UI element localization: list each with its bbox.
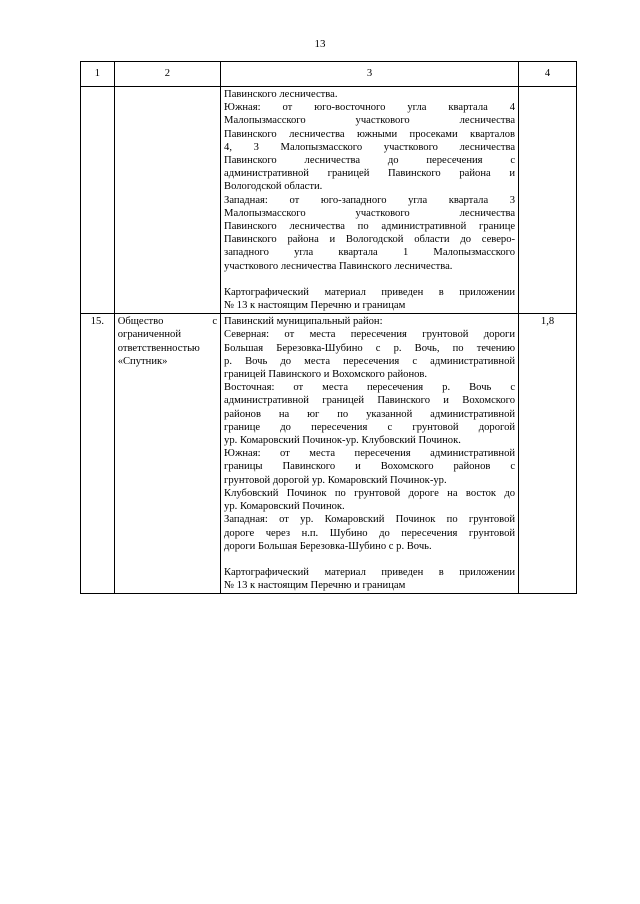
text-line: дороге через н.п. Шубино до пересечения грунтовой xyxy=(224,527,516,539)
text-line: Павинского лесничества по административной границе xyxy=(224,221,516,233)
text-line: Общество с xyxy=(117,316,218,328)
text-line: административной границей Павинского района и xyxy=(224,168,516,180)
header-col-3: 3 xyxy=(221,62,519,87)
area-value: 1,8 xyxy=(519,314,577,594)
text-line: Павинского лесничества южными просеками кварталов xyxy=(224,128,516,140)
text-line: Павинского района и Вологодской области до северо- xyxy=(224,234,516,246)
organization-name xyxy=(114,87,220,314)
text-line: Северная: от места пересечения грунтовой дороги xyxy=(224,329,516,341)
text-line: Картографический материал приведен в приложении xyxy=(224,566,516,578)
text-line: Малопызмасского участкового лесничества xyxy=(224,115,516,127)
text-line: ур. Комаровский Починок-ур. Клубовский Починок. xyxy=(224,435,461,447)
text-line: Южная: от юго-восточного угла квартала 4 xyxy=(224,102,516,114)
boundary-description-lines xyxy=(224,315,515,592)
area-value xyxy=(519,87,577,314)
organization-name-lines xyxy=(118,315,217,368)
organization-name xyxy=(114,314,220,594)
table-row-15 xyxy=(81,314,577,594)
text-line: № 13 к настоящим Перечню и границам xyxy=(224,580,406,592)
row-number xyxy=(81,87,115,314)
text-line: Павинский муниципальный район: xyxy=(224,316,383,328)
text-line: участкового лесничества Павинского лесничества. xyxy=(224,260,453,272)
boundary-description xyxy=(221,87,519,314)
text-line: Павинского лесничества до пересечения с xyxy=(224,155,516,167)
text-line: Малопызмасского участкового лесничества xyxy=(224,207,516,219)
text-line: Западная: от юго-западного угла квартала 3 xyxy=(224,194,516,206)
table-header-row xyxy=(81,62,577,87)
text-line: № 13 к настоящим Перечню и границам xyxy=(224,300,406,312)
text-line: западного угла квартала 1 Малопызмасского xyxy=(224,247,516,259)
text-line: р. Вочь до места пересечения с административной xyxy=(224,355,516,367)
text-line: Восточная: от места пересечения р. Вочь с xyxy=(224,382,516,394)
paragraph-gap xyxy=(224,553,515,566)
text-line: Павинского лесничества. xyxy=(224,89,338,100)
header-col-1: 1 xyxy=(81,62,115,87)
text-line: административной границей Павинского и Вохомского xyxy=(224,395,516,407)
paragraph-gap xyxy=(224,273,515,286)
row-number: 15. xyxy=(81,314,115,594)
text-line: Западная: от ур. Комаровский Починок по грунтовой xyxy=(224,514,516,526)
text-line: ур. Комаровский Починок. xyxy=(224,501,345,513)
boundary-description-lines xyxy=(224,88,515,312)
text-line: грунтовой дорогой ур. Комаровский Починок-ур. xyxy=(224,474,447,486)
text-line: Картографический материал приведен в приложении xyxy=(224,286,516,298)
text-line: Клубовский Починок по грунтовой дороге на восток до xyxy=(224,487,516,499)
text-line: районов на юг по указанной административной xyxy=(224,408,516,420)
text-line: границей Павинского и Вохомского районов. xyxy=(224,369,428,381)
text-line: Вологодской области. xyxy=(224,181,323,193)
text-line: ограниченной xyxy=(117,329,182,341)
text-line: дороги Большая Березовка-Шубино с р. Вочь. xyxy=(224,540,432,552)
boundary-table xyxy=(80,61,577,594)
page-number: 13 xyxy=(314,38,326,50)
header-col-4: 4 xyxy=(519,62,577,87)
text-line: ответственностью xyxy=(117,342,200,354)
text-line: границе до пересечения с грунтовой дорогой xyxy=(224,421,516,433)
header-col-2: 2 xyxy=(114,62,220,87)
text-line: Большая Березовка-Шубино с р. Вочь, по течению xyxy=(224,342,516,354)
text-line: «Спутник» xyxy=(117,355,168,367)
text-line: 4, 3 Малопызмасского участкового лесничества xyxy=(224,141,516,153)
boundary-description xyxy=(221,314,519,594)
table-row-continued xyxy=(81,87,577,314)
text-line: границы Павинского и Вохомского районов с xyxy=(224,461,516,473)
text-line: Южная: от места пересечения административной xyxy=(224,448,516,460)
